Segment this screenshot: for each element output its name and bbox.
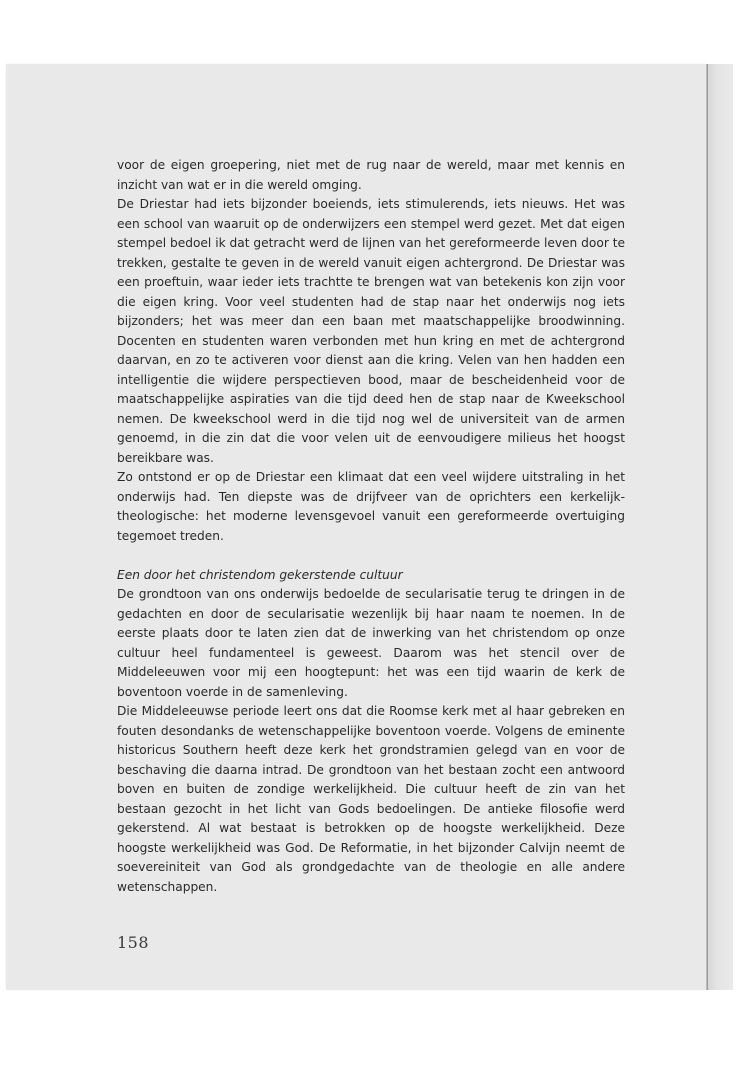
paragraph-1: voor de eigen groepering, niet met de rug naar de wereld, maar met kennis en inzicht van wat er in die wereld omging. xyxy=(117,158,625,192)
paragraph-4: De grondtoon van ons onderwijs bedoelde de secularisatie terug te dringen in de gedachten en door de secularisatie wezenlijk bij haar naam te noemen. In de eerste plaats door te laten zien dat de inwerking van het christendom op onze cultuur heel fundamenteel is geweest. Daarom was het stencil over de Middeleeuwen voor mij een hoogtepunt: het was een tijd waarin de kerk de boventoon voerde in de samenleving. xyxy=(117,587,625,699)
paragraph-3: Zo ontstond er op de Driestar een klimaat dat een veel wijdere uitstraling in het onderwijs had. Ten diepste was de drijfveer van de oprichters een kerkelijk-theologische: het moderne levensgevoel vanuit een gereformeerde overtuiging tegemoet treden. xyxy=(117,470,625,543)
page-fold-line xyxy=(707,64,708,990)
next-page-edge xyxy=(706,64,733,990)
paragraph-2: De Driestar had iets bijzonder boeiends, iets stimulerends, iets nieuws. Het was een school van waaruit op de onderwijzers een stempel werd gezet. Met dat eigen stempel bedoel ik dat getracht werd de lijnen van het gereformeerde leven door te trekken, gestalte te geven in de wereld vanuit eigen achtergrond. De Driestar was een proeftuin, waar ieder iets trachtte te brengen wat van betekenis kon zijn voor die eigen kring. Voor veel studenten had de stap naar het onderwijs nog iets bijzonders; het was meer dan een baan met maatschappelijke broodwinning. Docenten en studenten waren verbonden met hun kring en met de achtergrond daarvan, en zo te activeren voor dienst aan die kring. Velen van hen hadden een intelligentie die wijdere perspectieven bood, maar de bescheidenheid voor de maatschappelijke aspiraties van die tijd deed hen de stap naar de Kweekschool nemen. De kweekschool werd in die tijd nog wel de universiteit van de armen genoemd, in die zin dat die voor velen uit de eenvoudigere milieus het hoogst bereikbare was. xyxy=(117,197,625,465)
page-number: 158 xyxy=(117,933,150,952)
section-heading: Een door het christendom gekerstende cultuur xyxy=(117,567,403,582)
paragraph-5: Die Middeleeuwse periode leert ons dat die Roomse kerk met al haar gebreken en fouten desondanks de wetenschappelijke boventoon voerde. Volgens de eminente historicus Southern heeft deze kerk het grondstramien gelegd van en voor de beschaving die daarna intrad. De grondtoon van het bestaan zocht een antwoord boven en buiten de zondige werkelijkheid. Die cultuur heeft de zin van het bestaan gezocht in het licht van Gods bedoelingen. De antieke filosofie werd gekerstend. Al wat bestaat is betrokken op de hoogste werkelijkheid. Deze hoogste werkelijkheid was God. De Reformatie, in het bijzonder Calvijn neemt de soevereiniteit van God als grondgedachte van de theologie en alle andere wetenschappen. xyxy=(117,704,625,894)
body-text xyxy=(117,156,625,897)
